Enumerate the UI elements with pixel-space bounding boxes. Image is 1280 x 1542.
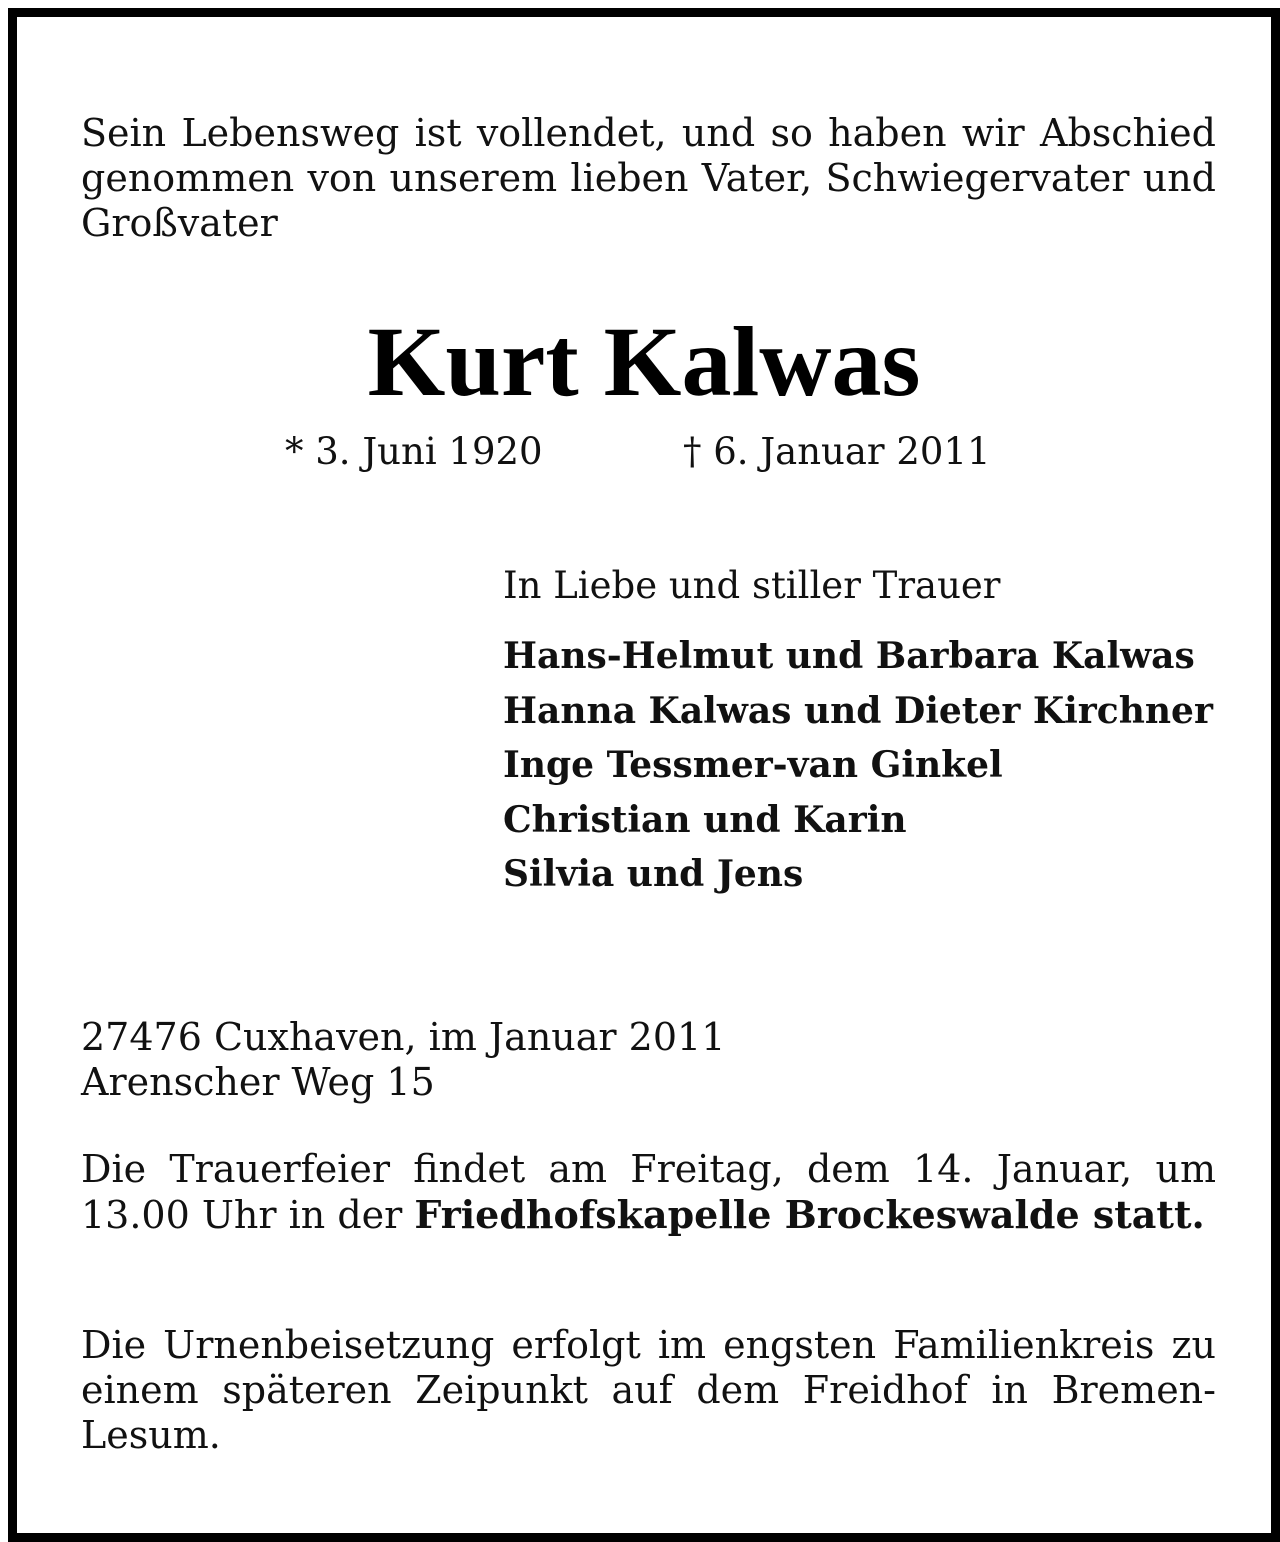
family-member: Christian und Karin [503, 798, 907, 841]
birth-date: * 3. Juni 1920 [285, 430, 543, 473]
family-member: Silvia und Jens [503, 853, 804, 895]
family-member: Hans-Helmut und Barbara Kalwas [503, 635, 1195, 677]
urn-notice: Die Urnenbeisetzung erfolgt im engsten Familienkreis zu einem späteren Zeipunkt auf dem Freidhof in Bremen-Lesum. [81, 1323, 1216, 1457]
family-member: Hanna Kalwas und Dieter Kirchner [503, 689, 1213, 732]
family-member: Inge Tessmer-van Ginkel [503, 744, 1003, 786]
family-list [503, 629, 1213, 902]
deceased-name: Kurt Kalwas [367, 306, 921, 417]
address-block [81, 1015, 725, 1105]
ceremony-notice [81, 1147, 1216, 1238]
intro-text: Sein Lebensweg ist vollendet, und so haben wir Abschied genommen von unserem lieben Vater, Schwiegervater und Großvater [81, 111, 1216, 245]
address-line-street: Arenscher Weg 15 [81, 1060, 435, 1104]
death-date: † 6. Januar 2011 [683, 430, 991, 473]
mourning-line: In Liebe und stiller Trauer [503, 564, 1001, 607]
address-line-place-date: 27476 Cuxhaven, im Januar 2011 [81, 1015, 726, 1059]
ceremony-location: Friedhofskapelle Brockeswalde statt. [414, 1192, 1205, 1237]
obituary-frame [8, 8, 1280, 1542]
ceremony-text: Die Trauerfeier findet am Freitag, dem 14. Januar, um 13.00 Uhr in der [81, 1147, 1216, 1237]
